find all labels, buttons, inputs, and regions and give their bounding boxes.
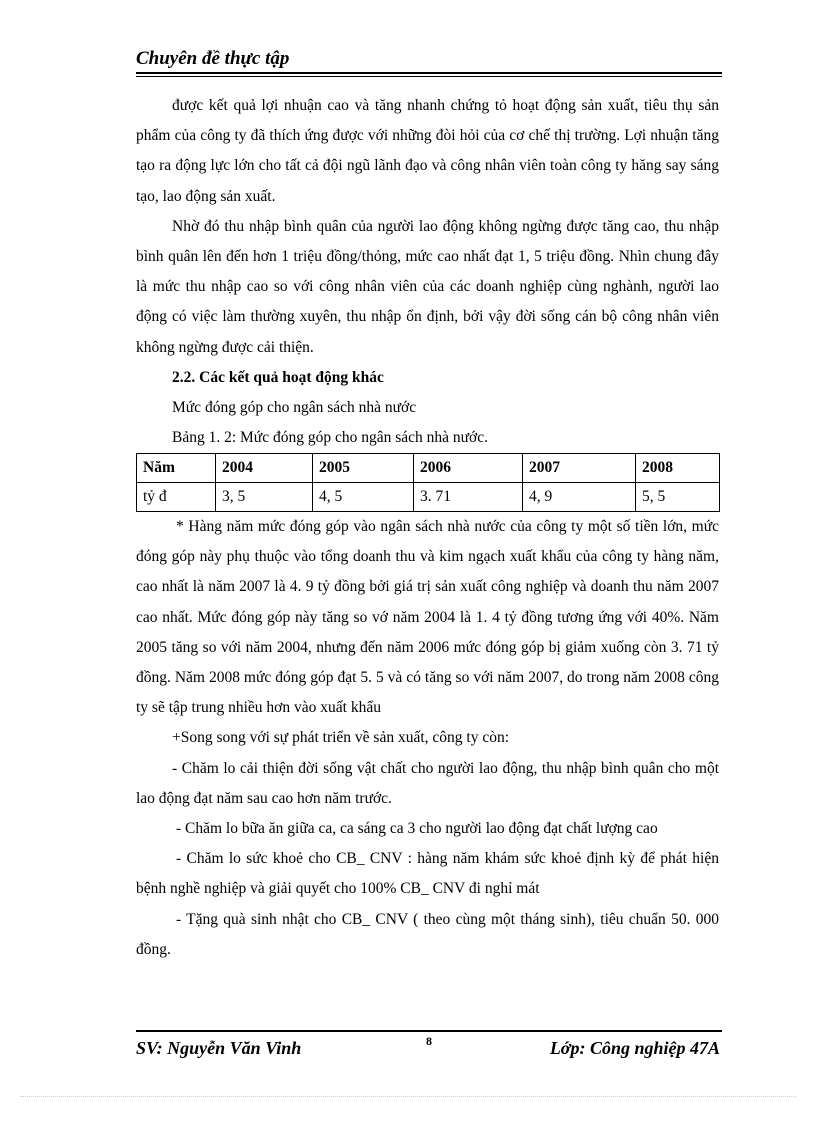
section-heading: 2.2. Các kết quả hoạt động khác [172, 368, 384, 386]
page-header-title: Chuyên đề thực tập [136, 48, 290, 69]
table-cell: 3. 71 [414, 483, 523, 512]
page-number: 8 [426, 1034, 432, 1048]
list-item: - Chăm lo sức khoẻ cho CB_ CNV : hàng năm khám sức khoẻ định kỳ để phát hiện bệnh nghề nghiệp và giải quyết cho 100% CB_ CNV đi nghỉ mát [136, 850, 719, 898]
table-header-row [137, 454, 720, 483]
paragraph: được kết quả lợi nhuận cao và tăng nhanh chứng tỏ hoạt động sản xuất, tiêu thụ sản phẩm của công ty đã thích ứng được với những đòi hỏi của cơ chế thị trường. Lợi nhuận tăng tạo ra động lực lớn cho tất cả đội ngũ lãnh đạo và công nhân viên toàn công ty hăng say sáng tạo, lao động sản xuất. [136, 97, 719, 205]
table-cell: 2005 [313, 454, 414, 483]
table-row [137, 483, 720, 512]
header-rule-thin [136, 76, 722, 77]
document-body-continued [136, 512, 719, 965]
paragraph: +Song song với sự phát triển về sản xuất, công ty còn: [172, 729, 510, 747]
table-cell: 2004 [216, 454, 313, 483]
document-body [136, 91, 719, 453]
footer-student-name: SV: Nguyễn Văn Vinh [136, 1038, 302, 1058]
subheading: Mức đóng góp cho ngân sách nhà nước [172, 399, 417, 417]
table-cell: 2007 [523, 454, 636, 483]
table-caption: Bảng 1. 2: Mức đóng góp cho ngân sách nhà nước. [172, 429, 488, 447]
table-cell: 5, 5 [636, 483, 720, 512]
table-cell: 4, 5 [313, 483, 414, 512]
table-cell: Năm [137, 454, 216, 483]
table-cell: 3, 5 [216, 483, 313, 512]
budget-contribution-table [136, 453, 720, 512]
header-rule [136, 72, 722, 74]
table-cell: tỷ đ [137, 483, 216, 512]
table-cell: 2006 [414, 454, 523, 483]
list-item: - Chăm lo bữa ăn giữa ca, ca sáng ca 3 cho người lao động đạt chất lượng cao [176, 820, 658, 838]
footer-rule [136, 1030, 722, 1032]
footer-class-name: Lớp: Công nghiệp 47A [549, 1038, 720, 1058]
list-item: - Chăm lo cải thiện đời sống vật chất cho người lao động, thu nhập bình quân cho một lao động đạt năm sau cao hơn năm trước. [136, 759, 719, 807]
table-cell: 2008 [636, 454, 720, 483]
list-item: - Tặng quà sinh nhật cho CB_ CNV ( theo cùng một tháng sinh), tiêu chuẩn 50. 000 đồng. [136, 910, 719, 958]
table-cell: 4, 9 [523, 483, 636, 512]
paragraph: * Hàng năm mức đóng góp vào ngân sách nhà nước của công ty một số tiền lớn, mức đóng góp này phụ thuộc vào tổng doanh thu và kim ngạch xuất khẩu của công ty hàng năm, cao nhất là năm 2007 là 4. 9 tỷ đồng bởi giá trị sản xuất công nghiệp và doanh thu năm 2007 cao nhất. Mức đóng góp này tăng so vớ năm 2004 là 1. 4 tỷ đồng tương ứng với 40%. Năm 2005 tăng so với năm 2004, nhưng đến năm 2006 mức đóng góp bị giảm xuống còn 3. 71 tỷ đồng. Năm 2008 mức đóng góp đạt 5. 5 và có tăng so với năm 2007, do trong năm 2008 công ty sẽ tập trung nhiều hơn vào xuất khẩu [136, 518, 719, 717]
page-bottom-border [20, 1096, 796, 1097]
paragraph: Nhờ đó thu nhập bình quân của người lao động không ngừng được tăng cao, thu nhập bình quân lên đến hơn 1 triệu đồng/thỏng, mức cao nhất đạt 1, 5 triệu đồng. Nhìn chung đây là mức thu nhập cao so với công nhân viên của các doanh nghiệp cùng nghành, người lao động có việc làm thường xuyên, thu nhập ổn định, bởi vậy đời sống cán bộ công nhân viên không ngừng được cải thiện. [136, 217, 719, 356]
